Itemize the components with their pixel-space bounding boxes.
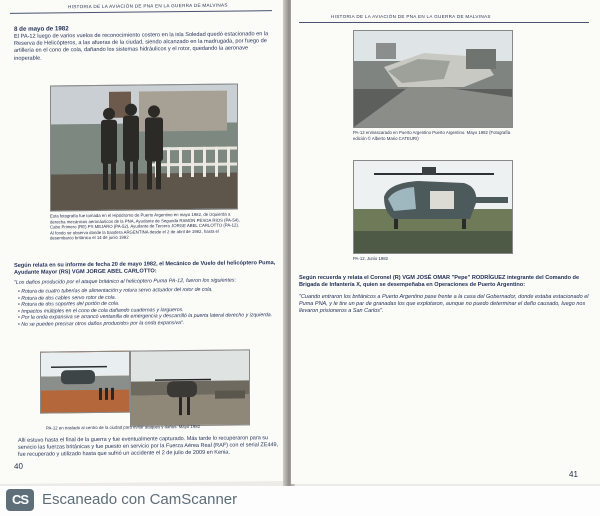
damage-item: • No se pueden precisar otros daños producidos por la onda expansiva". bbox=[18, 319, 280, 328]
camscanner-watermark: Escaneado con CamScanner bbox=[42, 491, 238, 508]
rodriguez-quote: "Cuando entraron los británicos a Puerto Argentino pase frente a la casa del Gobernador, donde estaba estacionado el Puma PNA, y le tire un par de granadas los que explotaron, aunque no puedo determinar el daño causado, luego nos llevaron prisioneros a San Carlos". bbox=[299, 294, 589, 314]
damage-item: • Por la onda expansiva se arrancó ventanilla de emergencia y descarrilló la puerta lateral derecho y izquierda. bbox=[18, 312, 280, 321]
damage-list bbox=[18, 286, 280, 328]
hipodromo-photo-svg bbox=[51, 85, 237, 211]
left-page-number: 40 bbox=[14, 461, 23, 471]
scanner-footer bbox=[0, 486, 600, 516]
camouflaged-photo-svg bbox=[354, 31, 512, 127]
right-header-rule bbox=[299, 22, 589, 23]
camscanner-logo-icon: CS bbox=[6, 489, 34, 511]
transfer-photo-1-svg bbox=[41, 352, 129, 413]
hipodromo-photo bbox=[50, 84, 238, 212]
right-page-number: 41 bbox=[569, 470, 578, 479]
june-caption: PA-12. Junio 1982 bbox=[353, 256, 389, 261]
rodriguez-intro: Según recuerda y relata el Coronel (R) VGM JOSÉ OMAR "Pepe" RODRÍGUEZ integrante del Comando de Brigada de Infantería X, quien se desempeñaba en Operaciones de Puerto Argentino: bbox=[299, 275, 580, 288]
right-running-head: HISTORIA DE LA AVIACIÓN DE PNA EN LA GUERRA DE MALVINAS bbox=[331, 14, 491, 19]
left-header-rule bbox=[10, 10, 272, 14]
left-page bbox=[0, 0, 287, 484]
date-heading: 8 de mayo de 1982 bbox=[14, 25, 69, 33]
damage-item: • Rotura de cuatro tuberías de alimentación y rotura servo actuador del rotor de cola. bbox=[18, 286, 280, 295]
helicopter-june-photo bbox=[353, 160, 513, 254]
camouflaged-caption: PA-12 enmascarado en Puerto Argentino Puerto Argentino. Mayo 1982 (Fotografía edición © Alberto Mario CATEURI) bbox=[353, 130, 511, 141]
june-photo-svg bbox=[354, 161, 512, 253]
damage-quote-intro: "Los daños producido por el ataque británico al helicóptero Puma PA-12, fueron los siguientes: bbox=[14, 277, 237, 286]
damage-item: • Rotura de dos cables servo rotor de cola. bbox=[18, 293, 280, 302]
helicopter-transfer-photo-1 bbox=[40, 351, 130, 414]
transfer-photo-2-svg bbox=[131, 350, 249, 425]
intro-paragraph: El PA-12 luego de varios vuelos de reconocimiento costero en la isla Soledad quedó estacionado en la Reserva de Helicópteros, a las afueras de la ciudad, siendo alcanzado en la madrugada, por fuego de artillería en el cono de cola, dañando los sistemas hidráulicos y el rotor, quedando la aeronave inoperable. bbox=[14, 31, 269, 62]
right-page bbox=[291, 0, 600, 484]
transfer-caption: PA-12 en traslado al centro de la ciudad para evitar ataques y daños. Mayo 1982 bbox=[46, 423, 200, 431]
helicopter-transfer-photo-2 bbox=[130, 349, 250, 426]
damage-item: • Impactos múltiples en el cono de cola dañando cuadernas y largueros. bbox=[18, 306, 280, 315]
camouflaged-helicopter-photo bbox=[353, 30, 513, 128]
carlotto-intro: Según relata en su informe de fecha 20 de mayo 1982, el Mecánico de Vuelo del helicóptero Puma, Ayudante Mayor (RS) VGM JORGE ABEL CARLOTTO: bbox=[14, 260, 276, 276]
damage-item: • Rotura de dos soportes del portón de cola. bbox=[18, 299, 280, 308]
closing-paragraph: Allí estuvo hasta el final de la guerra y fue eventualmente capturado. Más tarde lo recuperaron para su servicio las fuerzas británicas y fue puesto en servicio por la Fuerza Aérea Real (RAF) con el serial ZE449, fue recuperado y utilizado hasta que sufrió un accidente el 2 de julio de 2009 en Kenia. bbox=[18, 435, 279, 458]
left-running-head: HISTORIA DE LA AVIACIÓN DE PNA EN LA GUERRA DE MALVINAS bbox=[68, 2, 228, 10]
hipodromo-caption: Esta fotografía fue tomada en el Hipódromo de Puerto Argentino en mayo 1982, de izquierda a derecha mecánicos aeronáuticos de la PNA, Ayudante de Segunda RAMÓN PESOA RIOS (PA-54), Cabo Primero (RE) PS MEJARO (PA-52), Ayudante de Tercera JORGE ABEL CARLOTTO (PA-12). Al fondo se observa donde la bandera ARGENTINA desde el 2 de abril de 1982, hasta el desembarco británico el 14 de junio 1982 bbox=[50, 211, 240, 241]
